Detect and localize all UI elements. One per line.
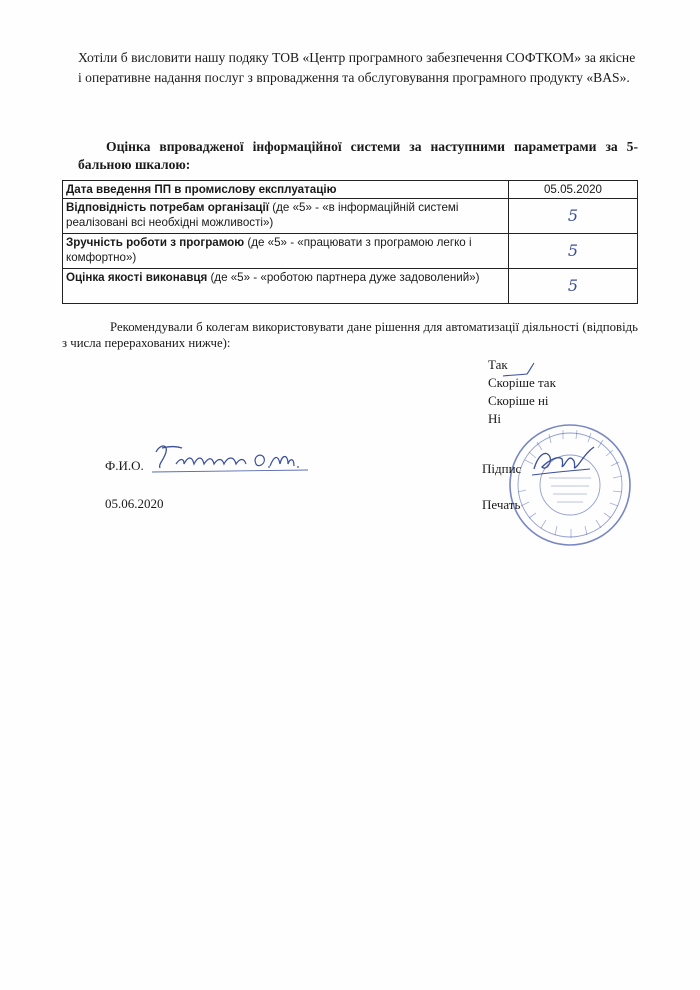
- handwritten-mark: 5: [567, 240, 579, 260]
- stamp-label: Печать: [482, 497, 521, 512]
- recommendation-body: Рекомендували б колегам використовувати дане рішення для автоматизації діяльності (відповідь з числа перерахованих нижче):: [62, 320, 638, 350]
- table-row: [63, 269, 638, 304]
- row-value-cell: [509, 269, 638, 304]
- handwritten-name-signature: [148, 440, 318, 478]
- option-no: Ні: [488, 411, 501, 426]
- recommendation-text: [62, 319, 638, 351]
- rating-heading-text: Оцінка впровадженої інформаційної системи за наступними параметрами за 5-бальною шкалою:: [78, 139, 638, 172]
- row-note: (де «5» - «роботою партнера дуже задоволений»): [207, 271, 480, 284]
- row-label: Відповідність потребам організації: [66, 201, 270, 214]
- option-rather-yes: Скоріше так: [488, 375, 556, 390]
- row-label: Оцінка якості виконавця: [66, 271, 208, 284]
- handwritten-signature: [528, 435, 600, 485]
- signing-date: 05.06.2020: [105, 496, 164, 511]
- selection-underline-mark: [501, 360, 535, 380]
- rating-heading: [78, 138, 638, 174]
- intro-paragraph: Хотіли б висловити нашу подяку ТОВ «Центр програмного забезпечення СОФТКОМ» за якісне і оперативне надання послуг з впровадження та обслуговування програмного продукту «BAS».: [78, 50, 636, 85]
- row-note: (де «5» - «працювати з програмою легко і комфортно»): [66, 236, 472, 264]
- signature-label: Підпис: [482, 461, 522, 476]
- row-value-cell: [509, 234, 638, 269]
- row-label-cell: [63, 269, 509, 304]
- row-label: Дата введення ПП в промислову експлуатацію: [66, 183, 337, 196]
- option-yes: Так: [488, 357, 508, 372]
- handwritten-mark: 5: [567, 275, 579, 295]
- row-value-cell: [509, 181, 638, 199]
- row-value-cell: [509, 199, 638, 234]
- rating-table: [62, 180, 638, 304]
- table-row: [63, 234, 638, 269]
- option-rather-no: Скоріше ні: [488, 393, 549, 408]
- row-value: 05.05.2020: [543, 183, 603, 196]
- row-note: (де «5» - «в інформаційній системі реалізовані всі необхідні можливості»): [66, 201, 459, 229]
- row-label-cell: [63, 181, 509, 199]
- table-row: [63, 181, 638, 199]
- row-label: Зручність роботи з програмою: [66, 236, 245, 249]
- row-label-cell: [63, 199, 509, 234]
- row-label-cell: [63, 234, 509, 269]
- table-row: [63, 199, 638, 234]
- fio-label: Ф.И.О.: [105, 458, 144, 473]
- handwritten-mark: 5: [567, 205, 579, 225]
